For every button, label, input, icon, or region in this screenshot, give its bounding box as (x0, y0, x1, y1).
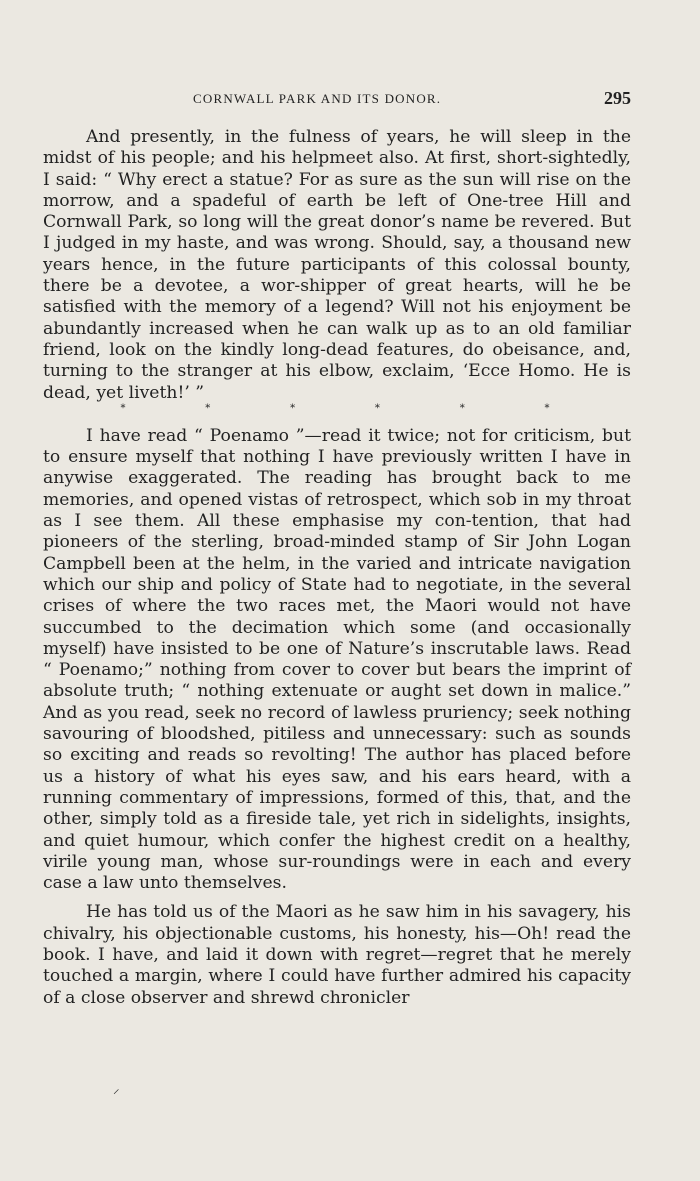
running-head (43, 88, 631, 112)
section-break-star: * (459, 402, 465, 414)
section-break-star: * (205, 402, 211, 414)
paragraph-statue: And presently, in the fulness of years, he will sleep in the midst of his people; and his helpmeet also. At first, short-sightedly, I said: “ Why erect a statue? For as sure as the sun will rise on the morrow, and a spadeful of earth be left of One-tree Hill and Cornwall Park, so long will the great donor’s name be revered. But I judged in my haste, and was wrong. Should, say, a thousand new years hence, in the future participants of this colossal bounty, there be a devotee, a wor-shipper of great hearts, will he be satisfied with the memory of a legend? Will not his enjoyment be abundantly increased when he can walk up as to an old familiar friend, look on the kindly long-dead features, do obeisance, and, turning to the stranger at his elbow, exclaim, ‘Ecce Homo. He is dead, yet liveth!’ ” (43, 127, 631, 403)
section-break-star: * (544, 402, 550, 414)
running-title: CORNWALL PARK AND ITS DONOR. (193, 91, 442, 106)
page-number: 295 (604, 88, 631, 108)
paragraph-maori: He has told us of the Maori as he saw him in his savagery, his chivalry, his objectionable customs, his honesty, his—Oh! read the book. I have, and laid it down with regret—regret that he merely touched a margin, where I could have further admired his capacity of a close observer and shrewd chronicler (43, 902, 631, 1008)
ink-speck-mark: ⸝ (113, 1082, 120, 1097)
section-break (43, 404, 631, 426)
body-text (43, 127, 631, 1009)
section-break-star: * (374, 402, 380, 414)
section-break-star: * (120, 402, 126, 414)
section-break-star: * (290, 402, 296, 414)
paragraph-poenamo: I have read “ Poenamo ”—read it twice; not for criticism, but to ensure myself that nothing I have previously written I have in anywise exaggerated. The reading has brought back to me memories, and opened vistas of retrospect, which sob in my throat as I see them. All these emphasise my con-tention, that had pioneers of the sterling, broad-minded stamp of Sir John Logan Campbell been at the helm, in the varied and intricate navigation which our ship and policy of State had to negotiate, in the several crises of where the two races met, the Maori would not have succumbed to the decimation which some (and occasionally myself) have insisted to be one of Nature’s inscrutable laws. Read “ Poenamo;” nothing from cover to cover but bears the imprint of absolute truth; “ nothing extenuate or aught set down in malice.” And as you read, seek no record of lawless pruriency; seek nothing savouring of bloodshed, pitiless and unnecessary: such as sounds so exciting and reads so revolting! The author has placed before us a history of what his eyes saw, and his ears heard, with a running commentary of impressions, formed of this, that, and the other, simply told as a fireside tale, yet rich in sidelights, insights, and quiet humour, which confer the highest credit on a healthy, virile young man, whose sur-roundings were in each and every case a law unto themselves. (43, 425, 631, 894)
